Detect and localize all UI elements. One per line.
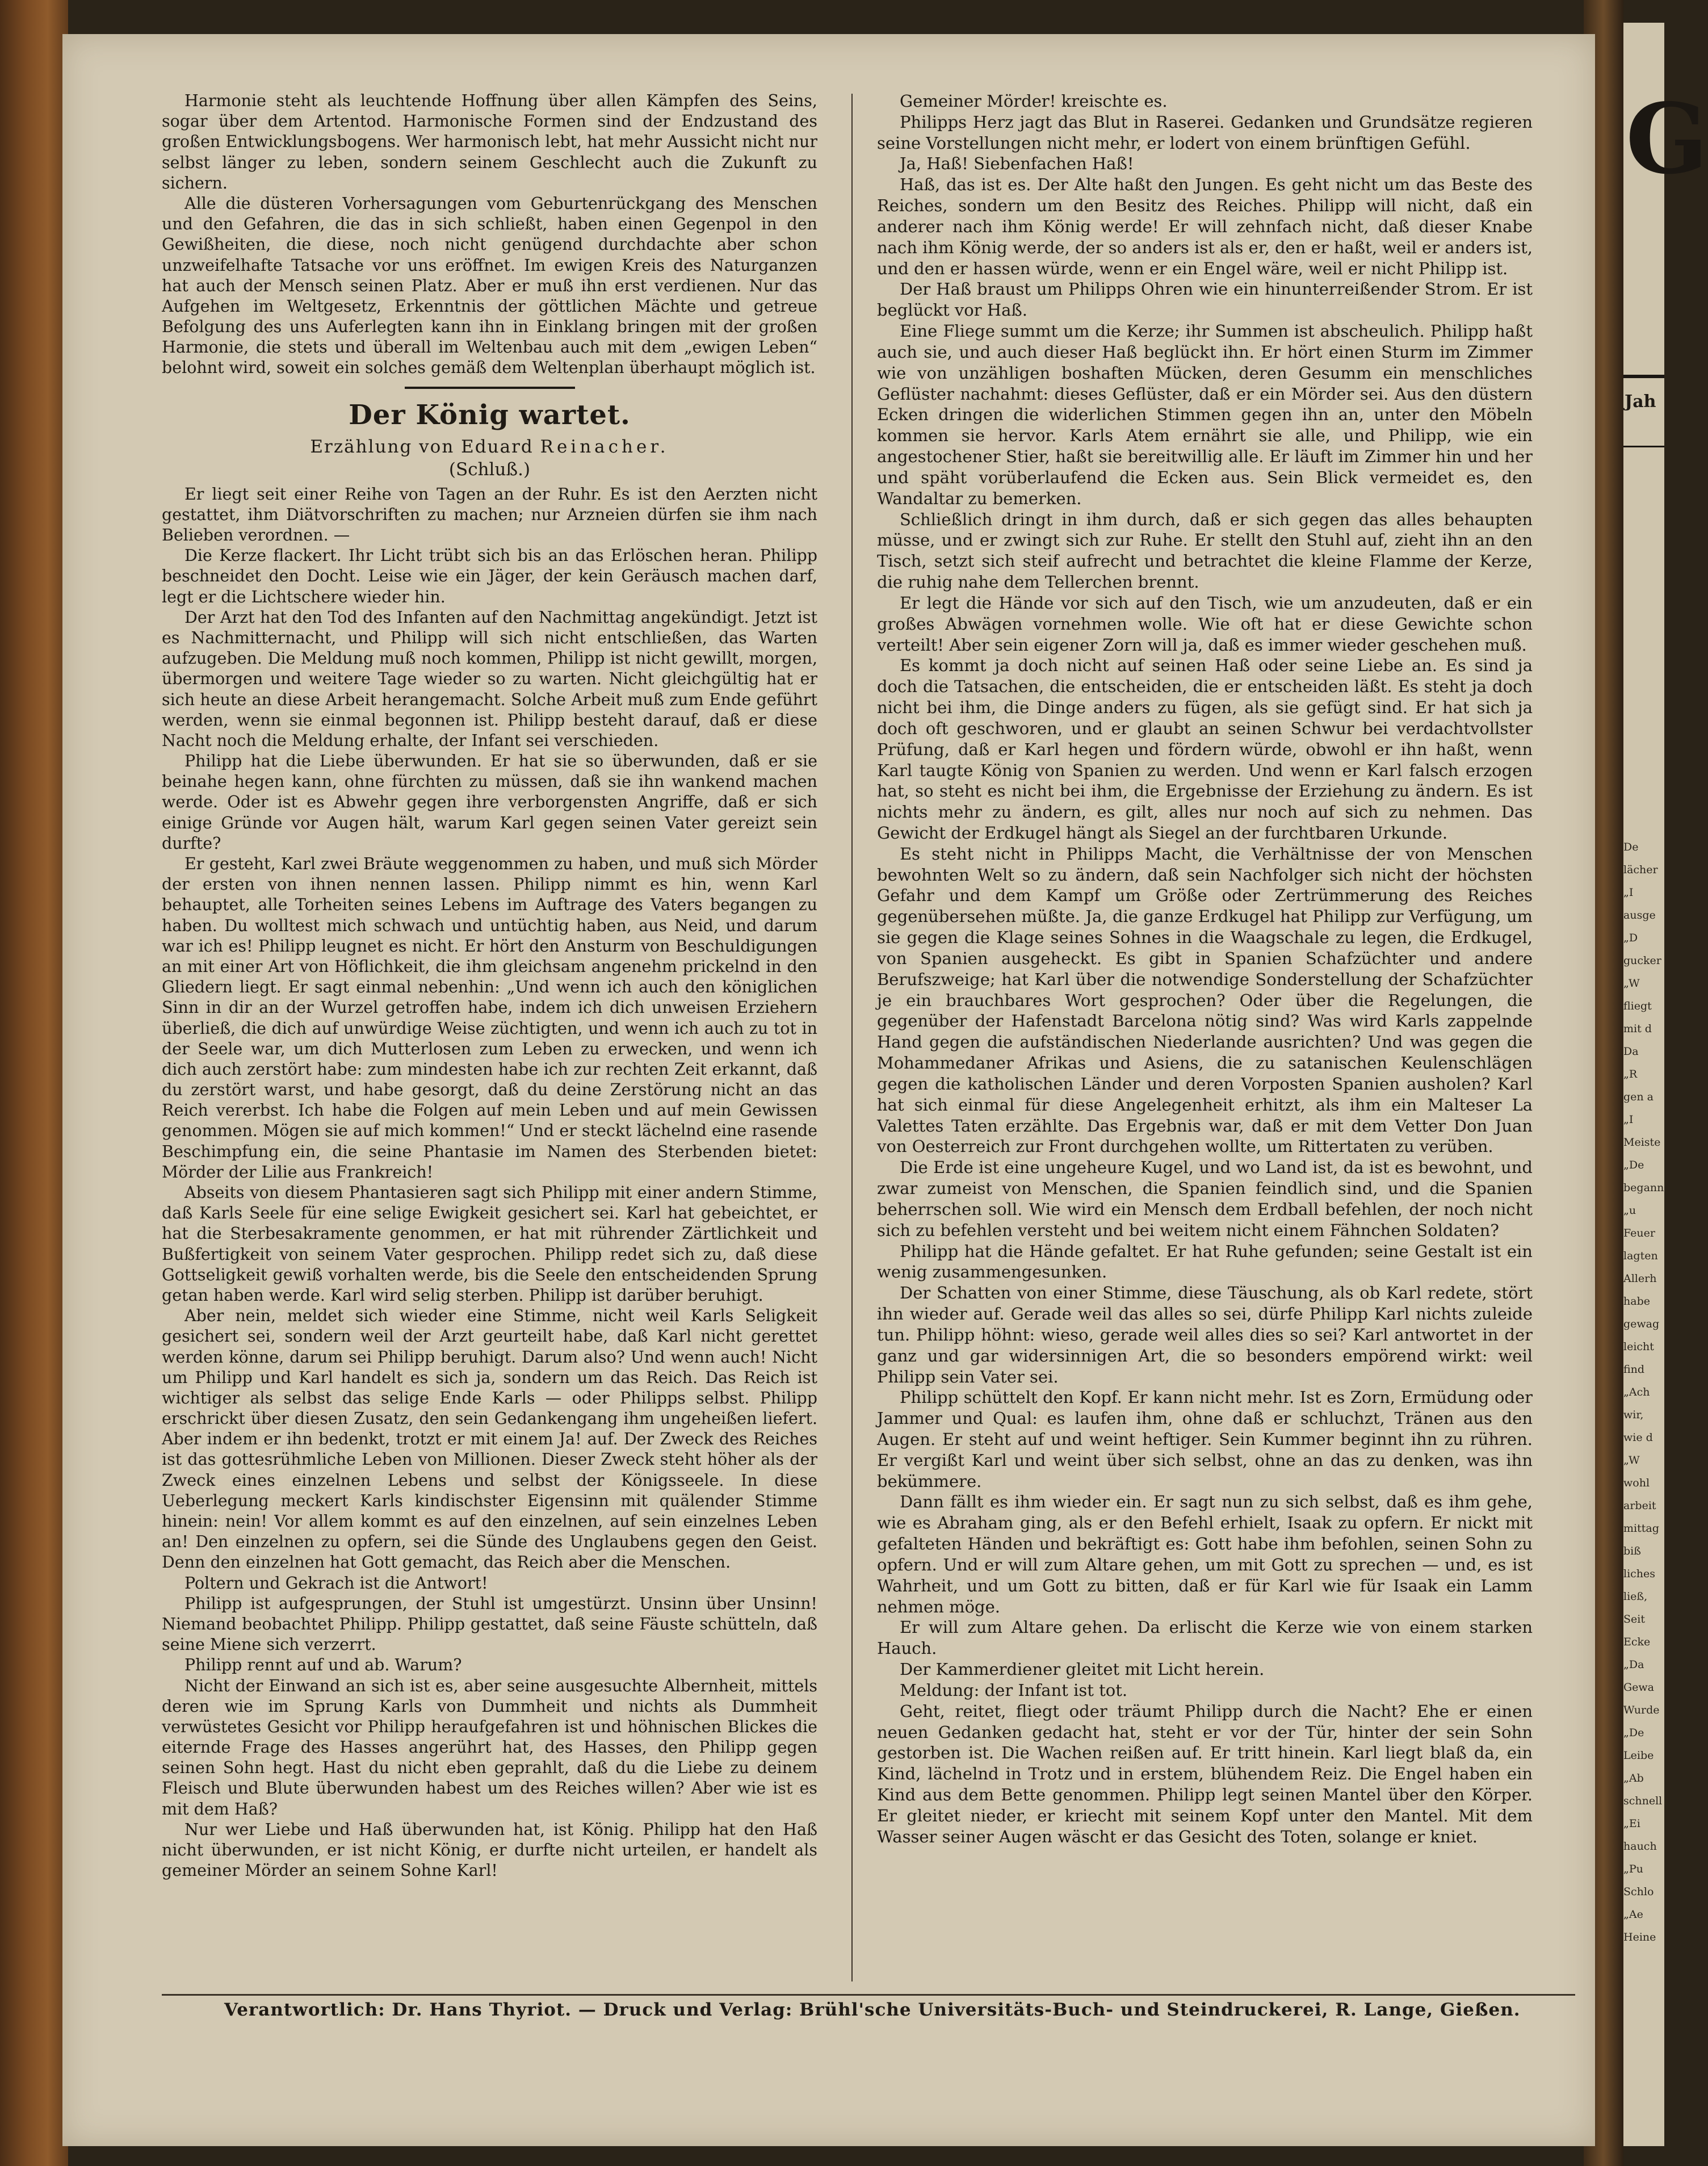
story-byline bbox=[162, 435, 817, 458]
book-binding-left bbox=[0, 0, 68, 2166]
right-column bbox=[877, 91, 1533, 1847]
story-continuation-note: (Schluß.) bbox=[448, 459, 531, 480]
paragraph: Er gesteht, Karl zwei Bräute weggenommen zu haben, und muß sich Mörder der ersten von ihnen nennen lassen. Philipp nimmt es hin, wenn Karl behauptet, alle Torheiten seines Lebens im Auftrage des Vaters begangen zu haben. Du wolltest mich schwach und untüchtig haben, aus Neid, und darum war ich es! Philipp leugnet es nicht. Er hört den Ansturm von Beschuldigungen an mit einer Art von Höflichkeit, die ihm gleichsam angenehm prickelnd in den Gliedern liegt. Er sagt einmal nebenhin: „Und wenn ich auch den königlichen Sinn in dir an der Wurzel getroffen habe, indem ich dich unweisen Erziehern überließ, die dich auf unwürdige Weise züchtigten, und wenn ich auch zu tot in der Seele war, um dich Mutterlosen zum Leben zu erwecken, und wenn ich dich auch zerstört habe: zum mindesten habe ich zur rechten Zeit erkannt, daß du zerstört warst, und habe gesorgt, daß du deine Zerstörung nicht an das Reich vererbst. Ich habe die Folgen auf mein Leben und auf mein Gewissen genommen. Mögen sie auf mich kommen!“ Und er steckt lächelnd eine rasende Beschimpfung ein, die seine Phantasie im Namen des Sterbenden bietet: Mörder der Lilie aus Frankreich! bbox=[162, 854, 817, 1182]
facing-page-fragment bbox=[1623, 23, 1708, 2146]
facing-page-fragment-line: lagten bbox=[1623, 1250, 1658, 1262]
facing-page-fragment-line: habe bbox=[1623, 1295, 1650, 1308]
facing-page-fragment-line: wir, bbox=[1623, 1409, 1644, 1421]
essay-conclusion bbox=[162, 91, 817, 379]
imprint-line: Verantwortlich: Dr. Hans Thyriot. — Druck und Verlag: Brühl'sche Universitäts-Buch- und Steindruckerei, R. Lange, Gießen. bbox=[224, 2000, 1521, 2020]
paragraph: Die Erde ist eine ungeheure Kugel, und wo Land ist, da ist es bewohnt, und zwar zumeist von Menschen, die Spanien feindlich sind, und die Spanien beherrschen soll. Wie wird ein Mensch dem Erdball befehlen, der noch nicht sich zu befehlen versteht und bei weitem nicht einem Fähnchen Soldaten? bbox=[877, 1158, 1533, 1240]
facing-page-fragment-line: „Da bbox=[1623, 1658, 1644, 1671]
facing-page-fragment-line: „Pu bbox=[1623, 1863, 1643, 1875]
facing-page-fragment-line: wie d bbox=[1623, 1431, 1653, 1444]
facing-page-fragment-line: Heine bbox=[1623, 1931, 1656, 1943]
byline-author: Reinacher. bbox=[540, 436, 669, 457]
paragraph: Die Kerze flackert. Ihr Licht trübt sich bis an das Erlöschen heran. Philipp beschneidet den Docht. Leise wie ein Jäger, der kein Geräusch machen darf, legt er die Lichtschere wieder hin. bbox=[162, 546, 817, 606]
story-title: Der König wartet. bbox=[349, 399, 631, 431]
facing-page-fragment-line: Wurde bbox=[1623, 1704, 1660, 1716]
facing-page-fragment-line: Schlo bbox=[1623, 1886, 1654, 1898]
facing-page-fragment-line: De bbox=[1623, 841, 1639, 853]
paragraph: Er liegt seit einer Reihe von Tagen an der Ruhr. Es ist den Aerzten nicht gestattet, ihm Diätvorschriften zu machen; nur Arzneien dürfen sie ihm nach Belieben verordnen. — bbox=[162, 484, 817, 544]
facing-page-fragment-line: ausge bbox=[1623, 909, 1656, 921]
paragraph: Der Schatten von einer Stimme, diese Täuschung, als ob Karl redete, stört ihn wieder auf. Gerade weil das alles so sei, dürfe Philipp Karl nichts zuleide tun. Philipp höhnt: wieso, gerade weil alles dies so sei? Karl antwortet in der ganz und gar widersinnigen Art, die so besonders empörend wirkt: weil Philipp sein Vater sei. bbox=[877, 1283, 1533, 1386]
facing-page-fragment-line: begann bbox=[1623, 1182, 1664, 1194]
facing-page-fragment-line: „I bbox=[1623, 1113, 1634, 1126]
facing-page-fragment-line: Leibe bbox=[1623, 1749, 1654, 1762]
paragraph: Schließlich dringt in ihm durch, daß er sich gegen das alles behaupten müsse, und er zwingt sich zur Ruhe. Er stellt den Stuhl auf, zieht ihn an den Tisch, setzt sich steif aufrecht und betrachtet die kleine Flamme der Kerze, die ruhig nahe dem Tellerchen brennt. bbox=[877, 509, 1533, 592]
facing-page-fragment-line: Allerh bbox=[1623, 1272, 1657, 1285]
paragraph: Nicht der Einwand an sich ist es, aber seine ausgesuchte Albernheit, mittels deren wie im Sprung Karls von Dummheit und nichts als Dummheit verwüstetes Gesicht vor Philipp heraufgefahren ist und höhnischen Blickes die eiternde Frage des Hasses angerührt hat, des Hasses, den Philipp gegen seinen Sohn hegt. Hast du nicht eben geprahlt, daß du die Liebe zu deinem Fleisch und Blute überwunden habest um des Reiches willen? Aber wie ist es mit dem Haß? bbox=[162, 1676, 817, 1819]
paragraph: Er legt die Hände vor sich auf den Tisch, wie um anzudeuten, daß er ein großes Abwägen vornehmen wolle. Wie oft hat er diese Gewichte schon verteilt! Aber sein eigener Zorn will ja, daß es immer wieder geschehen muß. bbox=[877, 593, 1533, 655]
paragraph: Philipp ist aufgesprungen, der Stuhl ist umgestürzt. Unsinn über Unsinn! Niemand beobachtet Philipp. Philipp gestattet, daß seine Fäuste schütteln, daß seine Miene sich verzerrt. bbox=[162, 1594, 817, 1654]
facing-page-fragment-line: find bbox=[1623, 1363, 1645, 1376]
paragraph: Dann fällt es ihm wieder ein. Er sagt nun zu sich selbst, daß es ihm gehe, wie es Abraham ging, als er den Befehl erhielt, Isaak zu opfern. Er nickt mit gefalteten Händen und bekräftigt es: Gott habe ihm befohlen, seinen Sohn zu opfern. Und er will zum Altare gehen, um mit Gott zu sprechen — und, es ist Wahrheit, und um Gott zu bitten, daß er für Karl wie für Isaak ein Lamm nehmen möge. bbox=[877, 1492, 1533, 1616]
paragraph: Nur wer Liebe und Haß überwunden hat, ist König. Philipp hat den Haß nicht überwunden, er ist nicht König, er durfte nicht urteilen, er handelt als gemeiner Mörder an seinem Sohne Karl! bbox=[162, 1820, 817, 1880]
facing-page-fragment-line: Gewa bbox=[1623, 1681, 1655, 1694]
paragraph: Eine Fliege summt um die Kerze; ihr Summen ist abscheulich. Philipp haßt auch sie, und auch dieser Haß beglückt ihn. Er hört einen Sturm im Zimmer wie von unzähligen boshaften Mücken, deren Gesumm ein menschliches Geflüster nachahmt: dieses Geflüster, daß er ein Mörder sei. Aus den düstern Ecken dringen die widerlichen Stimmen gegen ihn an, unter den Möbeln kommen sie hervor. Karls Atem ernährt sie alle, und Philipp, wie ein angestochener Stier, haßt sie bereitwillig alle. Er läuft im Zimmer hin und her und späht vorüberlaufend die Ecken aus. Sein Blick vermeidet es, den Wandaltar zu bemerken. bbox=[877, 321, 1533, 508]
facing-page-fragment-line: Feuer bbox=[1623, 1227, 1655, 1239]
facing-page-fragment-line: ließ, bbox=[1623, 1590, 1648, 1603]
paragraph: Er will zum Altare gehen. Da erlischt die Kerze wie von einem starken Hauch. bbox=[877, 1618, 1533, 1658]
paragraph: Es steht nicht in Philipps Macht, die Verhältnisse der von Menschen bewohnten Welt so zu ändern, daß sein Nachfolger sich nicht der höchsten Gefahr und dem Kampf um Größe oder Zertrümmerung des Reiches gegenübersehen müßte. Ja, die ganze Erdkugel hat Philipp zur Verfügung, um sie gegen die Klage seines Sohnes in die Waagschale zu legen, die Erdkugel, von Spanien ausgeheckt. Es gibt in Spanien Schafzüchter und andere Berufszweige; hat Karl über die notwendige Sonderstellung der Schafzüchter je ein brauchbares Wort gesprochen? Oder über die Regelungen, die gegenüber der Hafenstadt Barcelona nötig sind? Was wird Karls zappelnde Hand gegen die aufständischen Niederlande ausrichten? Und was gegen die Mohammedaner Afrikas und Asiens, die zu satanischen Keulenschlägen gegen die katholischen Länder und deren Vorposten Spanien ausholen? Karl hat sich einmal für diese Angelegenheit erhitzt, als ihm ein Malteser La Valettes Taten erzählte. Das Ergebnis war, daß er mit dem Vetter Don Juan von Oesterreich zur Front durchgehen wollte, um Rittertaten zu verüben. bbox=[877, 844, 1533, 1157]
footer-rule bbox=[162, 1994, 1575, 1996]
left-column bbox=[162, 91, 817, 1881]
paragraph: Der Arzt hat den Tod des Infanten auf den Nachmittag angekündigt. Jetzt ist es Nachmitternacht, und Philipp will sich nicht entschließen, das Warten aufzugeben. Die Meldung muß noch kommen, Philipp ist nicht gewillt, morgen, übermorgen und weitere Tage wieder so zu warten. Nicht gleichgültig hat er sich heute an diese Arbeit herangemacht. Solche Arbeit muß zum Ende geführt werden, wenn sie einmal begonnen ist. Philipp besteht darauf, daß er diese Nacht noch die Meldung erhalte, der Infant sei verschieden. bbox=[162, 608, 817, 750]
facing-page-fragment-line: „Ae bbox=[1623, 1908, 1643, 1921]
section-divider bbox=[405, 387, 575, 389]
facing-page-fragment-line: gewag bbox=[1623, 1318, 1660, 1330]
facing-page-fragment-line: „Ab bbox=[1623, 1772, 1644, 1784]
paragraph: Philipp schüttelt den Kopf. Er kann nicht mehr. Ist es Zorn, Ermüdung oder Jammer und Qual: es laufen ihm, ohne daß er schluchzt, Tränen aus den Augen. Er steht auf und weint heftiger. Sein Kummer beginnt ihn zu rühren. Er vergißt Karl und weint über sich selbst, ohne an das zu denken, was ihn bekümmere. bbox=[877, 1388, 1533, 1491]
byline-prefix: Erzählung von Eduard bbox=[310, 436, 534, 457]
facing-page-fragment-line: gucker bbox=[1623, 954, 1661, 967]
facing-page-fragment-line: wohl bbox=[1623, 1477, 1650, 1489]
facing-page-fragment-line: schnell bbox=[1623, 1795, 1663, 1807]
facing-page-fragment-line: „W bbox=[1623, 1454, 1640, 1467]
paragraph: Poltern und Gekrach ist die Antwort! bbox=[184, 1573, 488, 1593]
paragraph: Alle die düsteren Vorhersagungen vom Geburtenrückgang des Menschen und den Gefahren, die das in sich schließt, haben einen Gegenpol in den Gewißheiten, die diese, noch nicht genügend durchdachte aber schon unzweifelhafte Tatsache vor uns eröffnet. Im ewigen Kreis des Naturganzen hat auch der Mensch seinen Platz. Aber er muß ihn erst verdienen. Nur das Aufgehen im Weltgesetz, Erkenntnis der göttlichen Mächte und getreue Befolgung des uns Auferlegten kann ihn in Einklang bringen mit der großen Harmonie, die stets und überall im Weltenbau auch mit dem „ewigen Leben“ belohnt wird, soweit ein solches gemäß dem Weltenplan überhaupt möglich ist. bbox=[162, 194, 817, 378]
facing-page-fragment-line: „Ach bbox=[1623, 1386, 1650, 1398]
paragraph: Ja, Haß! Siebenfachen Haß! bbox=[900, 154, 1134, 174]
facing-page-header: Jah bbox=[1625, 392, 1656, 412]
facing-page-fragment-line: arbeit bbox=[1623, 1499, 1656, 1512]
facing-page-fragment-line: „D bbox=[1623, 932, 1638, 944]
column-rule bbox=[851, 94, 853, 1981]
paragraph: Der Kammerdiener gleitet mit Licht herein. bbox=[900, 1660, 1265, 1679]
facing-page-fragment-line: Da bbox=[1623, 1045, 1639, 1058]
facing-page-fragment-line: „W bbox=[1623, 977, 1640, 990]
facing-page-fragment-line: Seit bbox=[1623, 1613, 1645, 1625]
facing-page-fragment-line: „De bbox=[1623, 1159, 1644, 1171]
paragraph: Aber nein, meldet sich wieder eine Stimme, nicht weil Karls Seligkeit gesichert sei, sondern weil der Arzt geurteilt habe, daß Karl nicht gerettet werden könne, darum sei Philipp beruhigt. Darum also? Und wenn auch! Nicht um Philipp und Karl handelt es sich ja, sondern um das Reich. Das Reich ist wichtiger als selbst das selige Ende Karls — oder Philipps selbst. Philipp erschrickt über diesen Zusatz, den sein Gedankengang ihm ungeheißen liefert. Aber indem er ihn bedenkt, trotzt er mit einem Ja! auf. Der Zweck des Reiches ist das gottesrühmliche Leben von Millionen. Dieser Zweck steht höher als der Zweck eines einzelnen Lebens und selbst der Königsseele. In diese Ueberlegung meckert Karls kindischster Eigensinn mit quälender Stimme hinein: nein! Vor allem kommt es auf den einzelnen, auf sein einzelnes Leben an! Den einzelnen zu opfern, sei die Sünde des Unglaubens gegen den Geist. Denn den einzelnen hat Gott gemacht, das Reich aber die Menschen. bbox=[162, 1306, 817, 1572]
paragraph: Der Haß braust um Philipps Ohren wie ein hinunterreißender Strom. Er ist beglückt vor Haß. bbox=[877, 279, 1533, 320]
facing-page-fragment-line: „R bbox=[1623, 1068, 1638, 1080]
facing-page-fragment-line: leicht bbox=[1623, 1340, 1654, 1353]
paragraph: Abseits von diesem Phantasieren sagt sich Philipp mit einer andern Stimme, daß Karls Seele für eine selige Ewigkeit gesichert sei. Karl hat gebeichtet, er hat die Sterbesakramente genommen, er hat mit rührender Zärtlichkeit und Bußfertigkeit von seinem Vater gesprochen. Philipp redet sich zu, daß diese Gottseligkeit gewiß vorhalten werde, bis die Seele den entscheidenden Sprung getan haben werde. Karl wird selig sterben. Philipp ist darüber beruhigt. bbox=[162, 1183, 817, 1305]
facing-page-fragment-line: fliegt bbox=[1623, 1000, 1652, 1012]
facing-page-fragment-line: mit d bbox=[1623, 1023, 1652, 1035]
facing-page-fragment-line: hauch bbox=[1623, 1840, 1657, 1853]
paragraph: Philipps Herz jagt das Blut in Raserei. Gedanken und Grundsätze regieren seine Vorstellungen nicht mehr, er lodert von einem brünftigen Gefühl. bbox=[877, 112, 1533, 153]
facing-page-fragment-line: „I bbox=[1623, 886, 1634, 899]
paragraph: Philipp rennt auf und ab. Warum? bbox=[184, 1656, 462, 1675]
paragraph: Philipp hat die Hände gefaltet. Er hat Ruhe gefunden; seine Gestalt ist ein wenig zusammengesunken. bbox=[877, 1241, 1533, 1282]
facing-page-fragment-line: lächer bbox=[1623, 864, 1658, 876]
facing-page-fragment-line: mittag bbox=[1623, 1522, 1659, 1535]
facing-page-fragment-line: biß bbox=[1623, 1545, 1641, 1557]
paragraph: Gemeiner Mörder! kreischte es. bbox=[900, 91, 1168, 111]
facing-page-rule bbox=[1623, 446, 1664, 447]
facing-page-rule bbox=[1623, 375, 1664, 378]
facing-page-fragment-line: Meiste bbox=[1623, 1136, 1661, 1149]
facing-page-fragment-line: „De bbox=[1623, 1727, 1644, 1739]
paragraph: Haß, das ist es. Der Alte haßt den Jungen. Es geht nicht um das Beste des Reiches, sondern um den Besitz des Reiches. Philipp will nicht, daß ein anderer nach ihm König werde! Er will zehnfach nicht, daß dieser Knabe nach ihm König werde, der so anders ist als er, den er haßt, weil er anders ist, und den er hassen würde, wenn er ein Engel wäre, weil er nicht Philipp ist. bbox=[877, 175, 1533, 278]
paragraph: Geht, reitet, fliegt oder träumt Philipp durch die Nacht? Ehe er einen neuen Gedanken gedacht hat, steht er vor der Tür, hinter der sein Sohn gestorben ist. Die Wachen reißen auf. Er tritt hinein. Karl liegt blaß da, ein Kind, lächelnd in Trotz und in erstem, blühendem Reiz. Die Engel haben ein Kind aus dem Bette genommen. Philipp legt seinen Mantel über den Körper. Er gleitet nieder, er kriecht mit seinem Kopf unter den Mantel. Mit dem Wasser seiner Augen wäscht er das Gesicht des Toten, solange er kniet. bbox=[877, 1701, 1533, 1846]
paragraph: Harmonie steht als leuchtende Hoffnung über allen Kämpfen des Seins, sogar über dem Artentod. Harmonische Formen sind der Endzustand des großen Entwicklungsbogens. Wer harmonisch lebt, hat mehr Aussicht nicht nur selbst länger zu leben, sondern seinem Geschlecht auch die Zukunft zu sichern. bbox=[162, 91, 817, 192]
paragraph: Meldung: der Infant ist tot. bbox=[900, 1680, 1128, 1700]
paragraph: Philipp hat die Liebe überwunden. Er hat sie so überwunden, daß er sie beinahe hegen kann, ohne fürchten zu müssen, daß sie ihn wankend machen werde. Oder ist es Abwehr gegen ihre verborgensten Angriffe, daß er sich einige Gründe vor Augen hält, warum Karl gegen seinen Vater gereizt sein durfte? bbox=[162, 752, 817, 853]
facing-page-fragment-line: liches bbox=[1623, 1568, 1656, 1580]
story-body-left bbox=[162, 484, 817, 1882]
story-body-right bbox=[877, 91, 1533, 1847]
facing-page-fragment-line: „u bbox=[1623, 1204, 1636, 1217]
facing-page-masthead-letter: G bbox=[1626, 82, 1708, 196]
facing-page-fragment-line: Ecke bbox=[1623, 1636, 1651, 1648]
facing-page-fragment-line: gen a bbox=[1623, 1091, 1654, 1103]
facing-page-fragment-line: „Ei bbox=[1623, 1817, 1640, 1830]
paragraph: Es kommt ja doch nicht auf seinen Haß oder seine Liebe an. Es sind ja doch die Tatsachen, die entscheiden, die er entscheiden läßt. Es steht ja doch nicht bei ihm, die Dinge anders zu fügen, als sie gefügt sind. Er hat sich ja doch oft geschworen, und er glaubt an seinen Schwur bei verdachtvollster Prüfung, daß er Karl hegen und fördern würde, obwohl er ihn haßt, wenn Karl taugte König von Spanien zu werden. Und wenn er Karl falsch erzogen hat, so steht es nicht bei ihm, die Ergebnisse der Erziehung zu ändern. Es ist nichts mehr zu ändern, es gilt, alles nur noch auf sich zu nehmen. Das Gewicht der Erdkugel hängt als Siegel an der furchtbaren Urkunde. bbox=[877, 656, 1533, 843]
